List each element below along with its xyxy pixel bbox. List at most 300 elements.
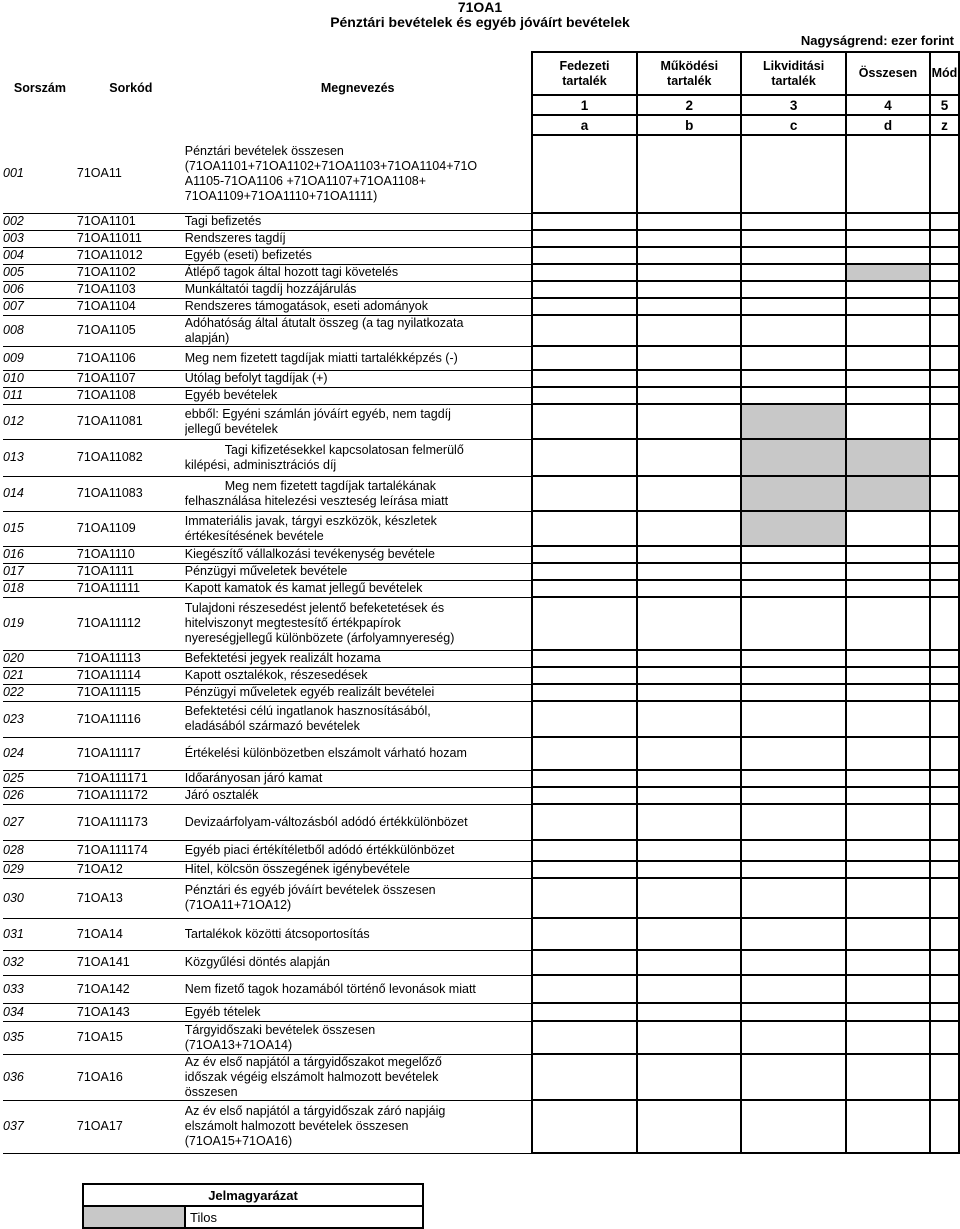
row-name: [185, 439, 532, 476]
value-cell[interactable]: [637, 511, 741, 546]
value-cell[interactable]: [741, 975, 846, 1003]
row-name-line: Meg nem fizetett tagdíjak tartalékának: [224, 478, 436, 493]
value-cell[interactable]: [846, 650, 930, 667]
row-name: [185, 476, 532, 511]
value-cell[interactable]: [846, 737, 930, 770]
row-name-line: összesen: [184, 1084, 238, 1099]
table-row: [3, 439, 959, 476]
row-name: [185, 281, 532, 298]
value-cell[interactable]: [637, 439, 741, 476]
value-cell[interactable]: [532, 439, 638, 476]
value-cell[interactable]: [637, 563, 741, 580]
header-fedezeti: [532, 52, 638, 95]
value-cell[interactable]: [637, 737, 741, 770]
value-cell[interactable]: [741, 918, 846, 950]
value-cell[interactable]: [741, 701, 846, 737]
table-row: [3, 315, 959, 346]
value-cell[interactable]: [532, 1054, 638, 1100]
value-cell[interactable]: [532, 264, 638, 281]
row-name: [185, 770, 532, 787]
value-cell[interactable]: [930, 1021, 959, 1054]
row-name-line: Járó osztalék: [184, 788, 259, 802]
value-cell[interactable]: [532, 878, 638, 918]
column-number: 5: [930, 95, 959, 115]
value-cell[interactable]: [532, 476, 638, 511]
value-cell[interactable]: [637, 950, 741, 975]
row-name-line: Hitel, kölcsön összegének igénybevétele: [184, 862, 410, 876]
value-cell[interactable]: [930, 804, 959, 840]
row-code: 71OA11115: [77, 684, 185, 701]
value-cell[interactable]: [846, 563, 930, 580]
value-cell[interactable]: [532, 684, 638, 701]
row-code: 71OA1108: [77, 387, 185, 404]
value-cell[interactable]: [930, 580, 959, 597]
row-name-line: Befektetési jegyek realizált hozama: [184, 651, 381, 665]
row-number: 012: [3, 404, 77, 439]
row-number: 021: [3, 667, 77, 684]
value-cell[interactable]: [846, 298, 930, 315]
row-name: [185, 840, 532, 861]
row-number: 026: [3, 787, 77, 804]
value-cell[interactable]: [846, 135, 930, 213]
value-cell[interactable]: [532, 1100, 638, 1153]
row-code: 71OA1101: [77, 213, 185, 230]
row-name-line: jellegű bevételek: [184, 421, 278, 436]
value-cell[interactable]: [741, 281, 846, 298]
row-code: 71OA14: [77, 918, 185, 950]
row-name: [185, 918, 532, 950]
value-cell[interactable]: [741, 597, 846, 650]
value-cell[interactable]: [637, 580, 741, 597]
row-name: [185, 684, 532, 701]
row-name: [185, 1021, 532, 1054]
value-cell[interactable]: [846, 950, 930, 975]
row-name-line: Meg nem fizetett tagdíjak miatti tartalékképzés (-): [184, 350, 458, 365]
value-cell[interactable]: [741, 476, 846, 511]
value-cell[interactable]: [532, 511, 638, 546]
value-cell[interactable]: [532, 563, 638, 580]
row-name: [185, 701, 532, 737]
value-cell[interactable]: [846, 1003, 930, 1021]
value-cell[interactable]: [930, 135, 959, 213]
row-name-line: ebből: Egyéni számlán jóváírt egyéb, nem tagdíj: [184, 406, 451, 421]
value-cell[interactable]: [846, 404, 930, 439]
value-cell[interactable]: [532, 840, 638, 861]
value-cell[interactable]: [532, 667, 638, 684]
row-name-line: Adóhatóság által átutalt összeg (a tag nyilatkozata: [184, 315, 464, 330]
value-cell[interactable]: [532, 770, 638, 787]
row-code: 71OA1105: [77, 315, 185, 346]
value-cell[interactable]: [741, 404, 846, 439]
value-cell[interactable]: [637, 701, 741, 737]
row-name-line: Tulajdoni részesedést jelentő befeketetések és: [184, 601, 445, 615]
value-cell[interactable]: [637, 975, 741, 1003]
row-name: [185, 135, 532, 213]
column-letter: c: [741, 115, 846, 135]
value-cell[interactable]: [741, 650, 846, 667]
value-cell[interactable]: [846, 346, 930, 370]
row-name: [185, 667, 532, 684]
row-code: 71OA11116: [77, 701, 185, 737]
value-cell[interactable]: [930, 439, 959, 476]
value-cell[interactable]: [637, 840, 741, 861]
row-name-line: Devizaárfolyam-változásból adódó értékkülönbözet: [184, 814, 468, 829]
row-name-line: Értékelési különbözetben elszámolt várható hozam: [184, 746, 467, 760]
value-cell[interactable]: [741, 264, 846, 281]
value-cell[interactable]: [532, 247, 638, 264]
row-number: 034: [3, 1003, 77, 1021]
row-name-line: kilépési, adminisztrációs díj: [184, 457, 337, 472]
value-cell[interactable]: [741, 1003, 846, 1021]
value-cell[interactable]: [741, 439, 846, 476]
row-name-line: Közgyűlési döntés alapján: [184, 955, 331, 969]
row-code: 71OA15: [77, 1021, 185, 1054]
table-row: [3, 476, 959, 511]
table-row: [3, 135, 959, 213]
value-cell[interactable]: [930, 370, 959, 387]
row-name: [185, 975, 532, 1003]
value-cell[interactable]: [930, 213, 959, 230]
value-cell[interactable]: [846, 701, 930, 737]
value-cell[interactable]: [741, 346, 846, 370]
row-name: [185, 511, 532, 546]
value-cell[interactable]: [846, 918, 930, 950]
value-cell[interactable]: [637, 684, 741, 701]
value-cell[interactable]: [637, 370, 741, 387]
table-row: [3, 1054, 959, 1100]
row-code: 71OA1110: [77, 546, 185, 563]
value-cell[interactable]: [741, 861, 846, 878]
row-number: 013: [3, 439, 77, 476]
row-name: [185, 546, 532, 563]
value-cell[interactable]: [741, 370, 846, 387]
column-letter: d: [846, 115, 930, 135]
value-cell[interactable]: [846, 787, 930, 804]
value-cell[interactable]: [637, 597, 741, 650]
row-code: 71OA1103: [77, 281, 185, 298]
value-cell[interactable]: [930, 546, 959, 563]
value-cell[interactable]: [741, 840, 846, 861]
row-name-line: Tagi kifizetésekkel kapcsolatosan felmerülő: [224, 442, 464, 457]
value-cell[interactable]: [637, 298, 741, 315]
value-cell[interactable]: [741, 787, 846, 804]
row-name-line: Utólag befolyt tagdíjak (+): [184, 371, 328, 385]
table-row: [3, 861, 959, 878]
value-cell[interactable]: [741, 878, 846, 918]
row-name-line: Munkáltatói tagdíj hozzájárulás: [184, 282, 357, 296]
value-cell[interactable]: [741, 737, 846, 770]
value-cell[interactable]: [741, 387, 846, 404]
value-cell[interactable]: [741, 315, 846, 346]
value-cell[interactable]: [741, 230, 846, 247]
value-cell[interactable]: [846, 840, 930, 861]
value-cell[interactable]: [637, 546, 741, 563]
value-cell[interactable]: [532, 1021, 638, 1054]
row-name-line: Egyéb bevételek: [184, 388, 278, 402]
value-cell[interactable]: [532, 787, 638, 804]
row-number: 027: [3, 804, 77, 840]
value-cell[interactable]: [532, 701, 638, 737]
value-cell[interactable]: [741, 213, 846, 230]
value-cell[interactable]: [846, 511, 930, 546]
row-name: [185, 404, 532, 439]
value-cell[interactable]: [846, 247, 930, 264]
value-cell[interactable]: [846, 804, 930, 840]
value-cell[interactable]: [532, 804, 638, 840]
value-cell[interactable]: [930, 230, 959, 247]
row-number: 008: [3, 315, 77, 346]
value-cell[interactable]: [741, 546, 846, 563]
value-cell[interactable]: [741, 1054, 846, 1100]
value-cell[interactable]: [637, 787, 741, 804]
value-cell[interactable]: [846, 1100, 930, 1153]
value-cell[interactable]: [637, 918, 741, 950]
value-cell[interactable]: [930, 701, 959, 737]
column-number: 3: [741, 95, 846, 115]
value-cell[interactable]: [741, 563, 846, 580]
row-code: 71OA1109: [77, 511, 185, 546]
value-cell[interactable]: [532, 281, 638, 298]
value-cell[interactable]: [930, 315, 959, 346]
value-cell[interactable]: [930, 247, 959, 264]
value-cell[interactable]: [532, 580, 638, 597]
value-cell[interactable]: [846, 975, 930, 1003]
row-code: 71OA111173: [77, 804, 185, 840]
value-cell[interactable]: [846, 770, 930, 787]
value-cell[interactable]: [532, 861, 638, 878]
row-number: 032: [3, 950, 77, 975]
row-name-line: (71OA15+71OA16): [184, 1134, 293, 1148]
value-cell[interactable]: [930, 975, 959, 1003]
value-cell[interactable]: [741, 298, 846, 315]
row-number: 006: [3, 281, 77, 298]
value-cell[interactable]: [741, 580, 846, 597]
value-cell[interactable]: [930, 597, 959, 650]
row-name-line: Kapott osztalékok, részesedések: [184, 668, 368, 682]
value-cell[interactable]: [930, 281, 959, 298]
row-number: 035: [3, 1021, 77, 1054]
value-cell[interactable]: [930, 387, 959, 404]
value-cell[interactable]: [741, 804, 846, 840]
value-cell[interactable]: [846, 878, 930, 918]
table-row: [3, 247, 959, 264]
value-cell[interactable]: [930, 861, 959, 878]
row-number: 025: [3, 770, 77, 787]
value-cell[interactable]: [930, 950, 959, 975]
value-cell[interactable]: [930, 563, 959, 580]
value-cell[interactable]: [846, 684, 930, 701]
value-cell[interactable]: [846, 597, 930, 650]
value-cell[interactable]: [930, 1003, 959, 1021]
value-cell[interactable]: [532, 975, 638, 1003]
value-cell[interactable]: [637, 387, 741, 404]
value-cell[interactable]: [637, 315, 741, 346]
row-name-line: Az év első napjától a tárgyidőszak záró napjáig: [184, 1104, 446, 1118]
row-name-line: eladásából származó bevételek: [184, 719, 360, 733]
value-cell[interactable]: [930, 1054, 959, 1100]
value-cell[interactable]: [930, 346, 959, 370]
value-cell[interactable]: [637, 281, 741, 298]
value-cell[interactable]: [637, 230, 741, 247]
header-mukodesi: [637, 52, 741, 95]
value-cell[interactable]: [532, 950, 638, 975]
value-cell[interactable]: [637, 878, 741, 918]
table-row: [3, 684, 959, 701]
value-cell[interactable]: [637, 804, 741, 840]
header-sorkod: Sorkód: [109, 81, 153, 95]
row-name: [185, 737, 532, 770]
value-cell[interactable]: [741, 1100, 846, 1153]
value-cell[interactable]: [741, 770, 846, 787]
value-cell[interactable]: [532, 650, 638, 667]
row-number: 028: [3, 840, 77, 861]
value-cell[interactable]: [532, 230, 638, 247]
value-cell[interactable]: [846, 370, 930, 387]
value-cell[interactable]: [532, 298, 638, 315]
row-number: 011: [3, 387, 77, 404]
value-cell[interactable]: [846, 546, 930, 563]
value-cell[interactable]: [637, 1100, 741, 1153]
value-cell[interactable]: [930, 1100, 959, 1153]
value-cell[interactable]: [637, 770, 741, 787]
value-cell[interactable]: [846, 1021, 930, 1054]
row-code: 71OA11: [77, 135, 185, 213]
value-cell[interactable]: [532, 737, 638, 770]
row-number: 037: [3, 1100, 77, 1153]
row-name: [185, 370, 532, 387]
row-code: 71OA11114: [77, 667, 185, 684]
row-name-line: hitelviszonyt megtestesítő értékpapírok: [184, 616, 401, 630]
column-number: 1: [532, 95, 638, 115]
value-cell[interactable]: [637, 667, 741, 684]
value-cell[interactable]: [637, 1003, 741, 1021]
value-cell[interactable]: [637, 264, 741, 281]
value-cell[interactable]: [637, 346, 741, 370]
value-cell[interactable]: [532, 315, 638, 346]
value-cell[interactable]: [846, 281, 930, 298]
row-code: 71OA143: [77, 1003, 185, 1021]
row-name: [185, 787, 532, 804]
column-letter: a: [532, 115, 638, 135]
value-cell[interactable]: [846, 667, 930, 684]
value-cell[interactable]: [741, 247, 846, 264]
value-cell[interactable]: [930, 650, 959, 667]
value-cell[interactable]: [930, 298, 959, 315]
row-number: 022: [3, 684, 77, 701]
value-cell[interactable]: [930, 770, 959, 787]
form-code: 71OA1: [457, 0, 503, 15]
value-cell[interactable]: [532, 346, 638, 370]
value-cell[interactable]: [846, 264, 930, 281]
value-cell[interactable]: [930, 476, 959, 511]
value-cell[interactable]: [846, 861, 930, 878]
value-cell[interactable]: [532, 404, 638, 439]
row-name-line: Tagi befizetés: [184, 214, 262, 228]
value-cell[interactable]: [846, 580, 930, 597]
row-number: 030: [3, 878, 77, 918]
value-cell[interactable]: [930, 737, 959, 770]
value-cell[interactable]: [846, 1054, 930, 1100]
row-name: [185, 264, 532, 281]
value-cell[interactable]: [741, 684, 846, 701]
value-cell[interactable]: [637, 135, 741, 213]
value-cell[interactable]: [846, 439, 930, 476]
value-cell[interactable]: [637, 650, 741, 667]
row-code: 71OA11012: [77, 247, 185, 264]
value-cell[interactable]: [532, 213, 638, 230]
value-cell[interactable]: [930, 264, 959, 281]
value-cell[interactable]: [532, 370, 638, 387]
row-name-line: 71OA1109+71OA1110+71OA1111): [184, 188, 378, 203]
form-title: Pénztári bevételek és egyéb jóváírt bevételek: [330, 14, 630, 30]
row-number: 031: [3, 918, 77, 950]
value-cell[interactable]: [846, 387, 930, 404]
value-cell[interactable]: [741, 950, 846, 975]
value-cell[interactable]: [532, 1003, 638, 1021]
value-cell[interactable]: [930, 787, 959, 804]
value-cell[interactable]: [846, 230, 930, 247]
magnitude-label: Nagyságrend: ezer forint: [800, 33, 954, 48]
value-cell[interactable]: [741, 135, 846, 213]
value-cell[interactable]: [930, 511, 959, 546]
header-megnevezes: Megnevezés: [320, 81, 395, 95]
value-cell[interactable]: [930, 878, 959, 918]
value-cell[interactable]: [532, 546, 638, 563]
value-cell[interactable]: [637, 404, 741, 439]
table-row: [3, 975, 959, 1003]
row-number: 016: [3, 546, 77, 563]
value-cell[interactable]: [532, 918, 638, 950]
value-cell[interactable]: [637, 1054, 741, 1100]
value-cell[interactable]: [637, 247, 741, 264]
table-row: [3, 546, 959, 563]
value-cell[interactable]: [637, 476, 741, 511]
table-row: [3, 346, 959, 370]
value-cell[interactable]: [637, 213, 741, 230]
value-cell[interactable]: [930, 667, 959, 684]
table-row: [3, 650, 959, 667]
row-code: 71OA11112: [77, 597, 185, 650]
table-row: [3, 1100, 959, 1153]
row-number: 017: [3, 563, 77, 580]
row-code: 71OA13: [77, 878, 185, 918]
row-name: [185, 878, 532, 918]
value-cell[interactable]: [741, 667, 846, 684]
value-cell[interactable]: [930, 684, 959, 701]
value-cell[interactable]: [741, 511, 846, 546]
row-code: 71OA1102: [77, 264, 185, 281]
table-row: [3, 950, 959, 975]
row-name-line: Átlépő tagok által hozott tagi követelés: [184, 265, 399, 279]
value-cell[interactable]: [532, 387, 638, 404]
value-cell[interactable]: [532, 597, 638, 650]
header-likviditasi-l1: Likviditási: [763, 58, 825, 73]
value-cell[interactable]: [846, 315, 930, 346]
value-cell[interactable]: [930, 840, 959, 861]
row-name: [185, 650, 532, 667]
table-row: [3, 404, 959, 439]
value-cell[interactable]: [637, 1021, 741, 1054]
value-cell[interactable]: [532, 135, 638, 213]
value-cell[interactable]: [846, 213, 930, 230]
value-cell[interactable]: [741, 1021, 846, 1054]
value-cell[interactable]: [930, 918, 959, 950]
value-cell[interactable]: [846, 476, 930, 511]
header-osszesen: Összesen: [846, 52, 930, 95]
value-cell[interactable]: [637, 861, 741, 878]
table-row: [3, 370, 959, 387]
value-cell[interactable]: [930, 404, 959, 439]
